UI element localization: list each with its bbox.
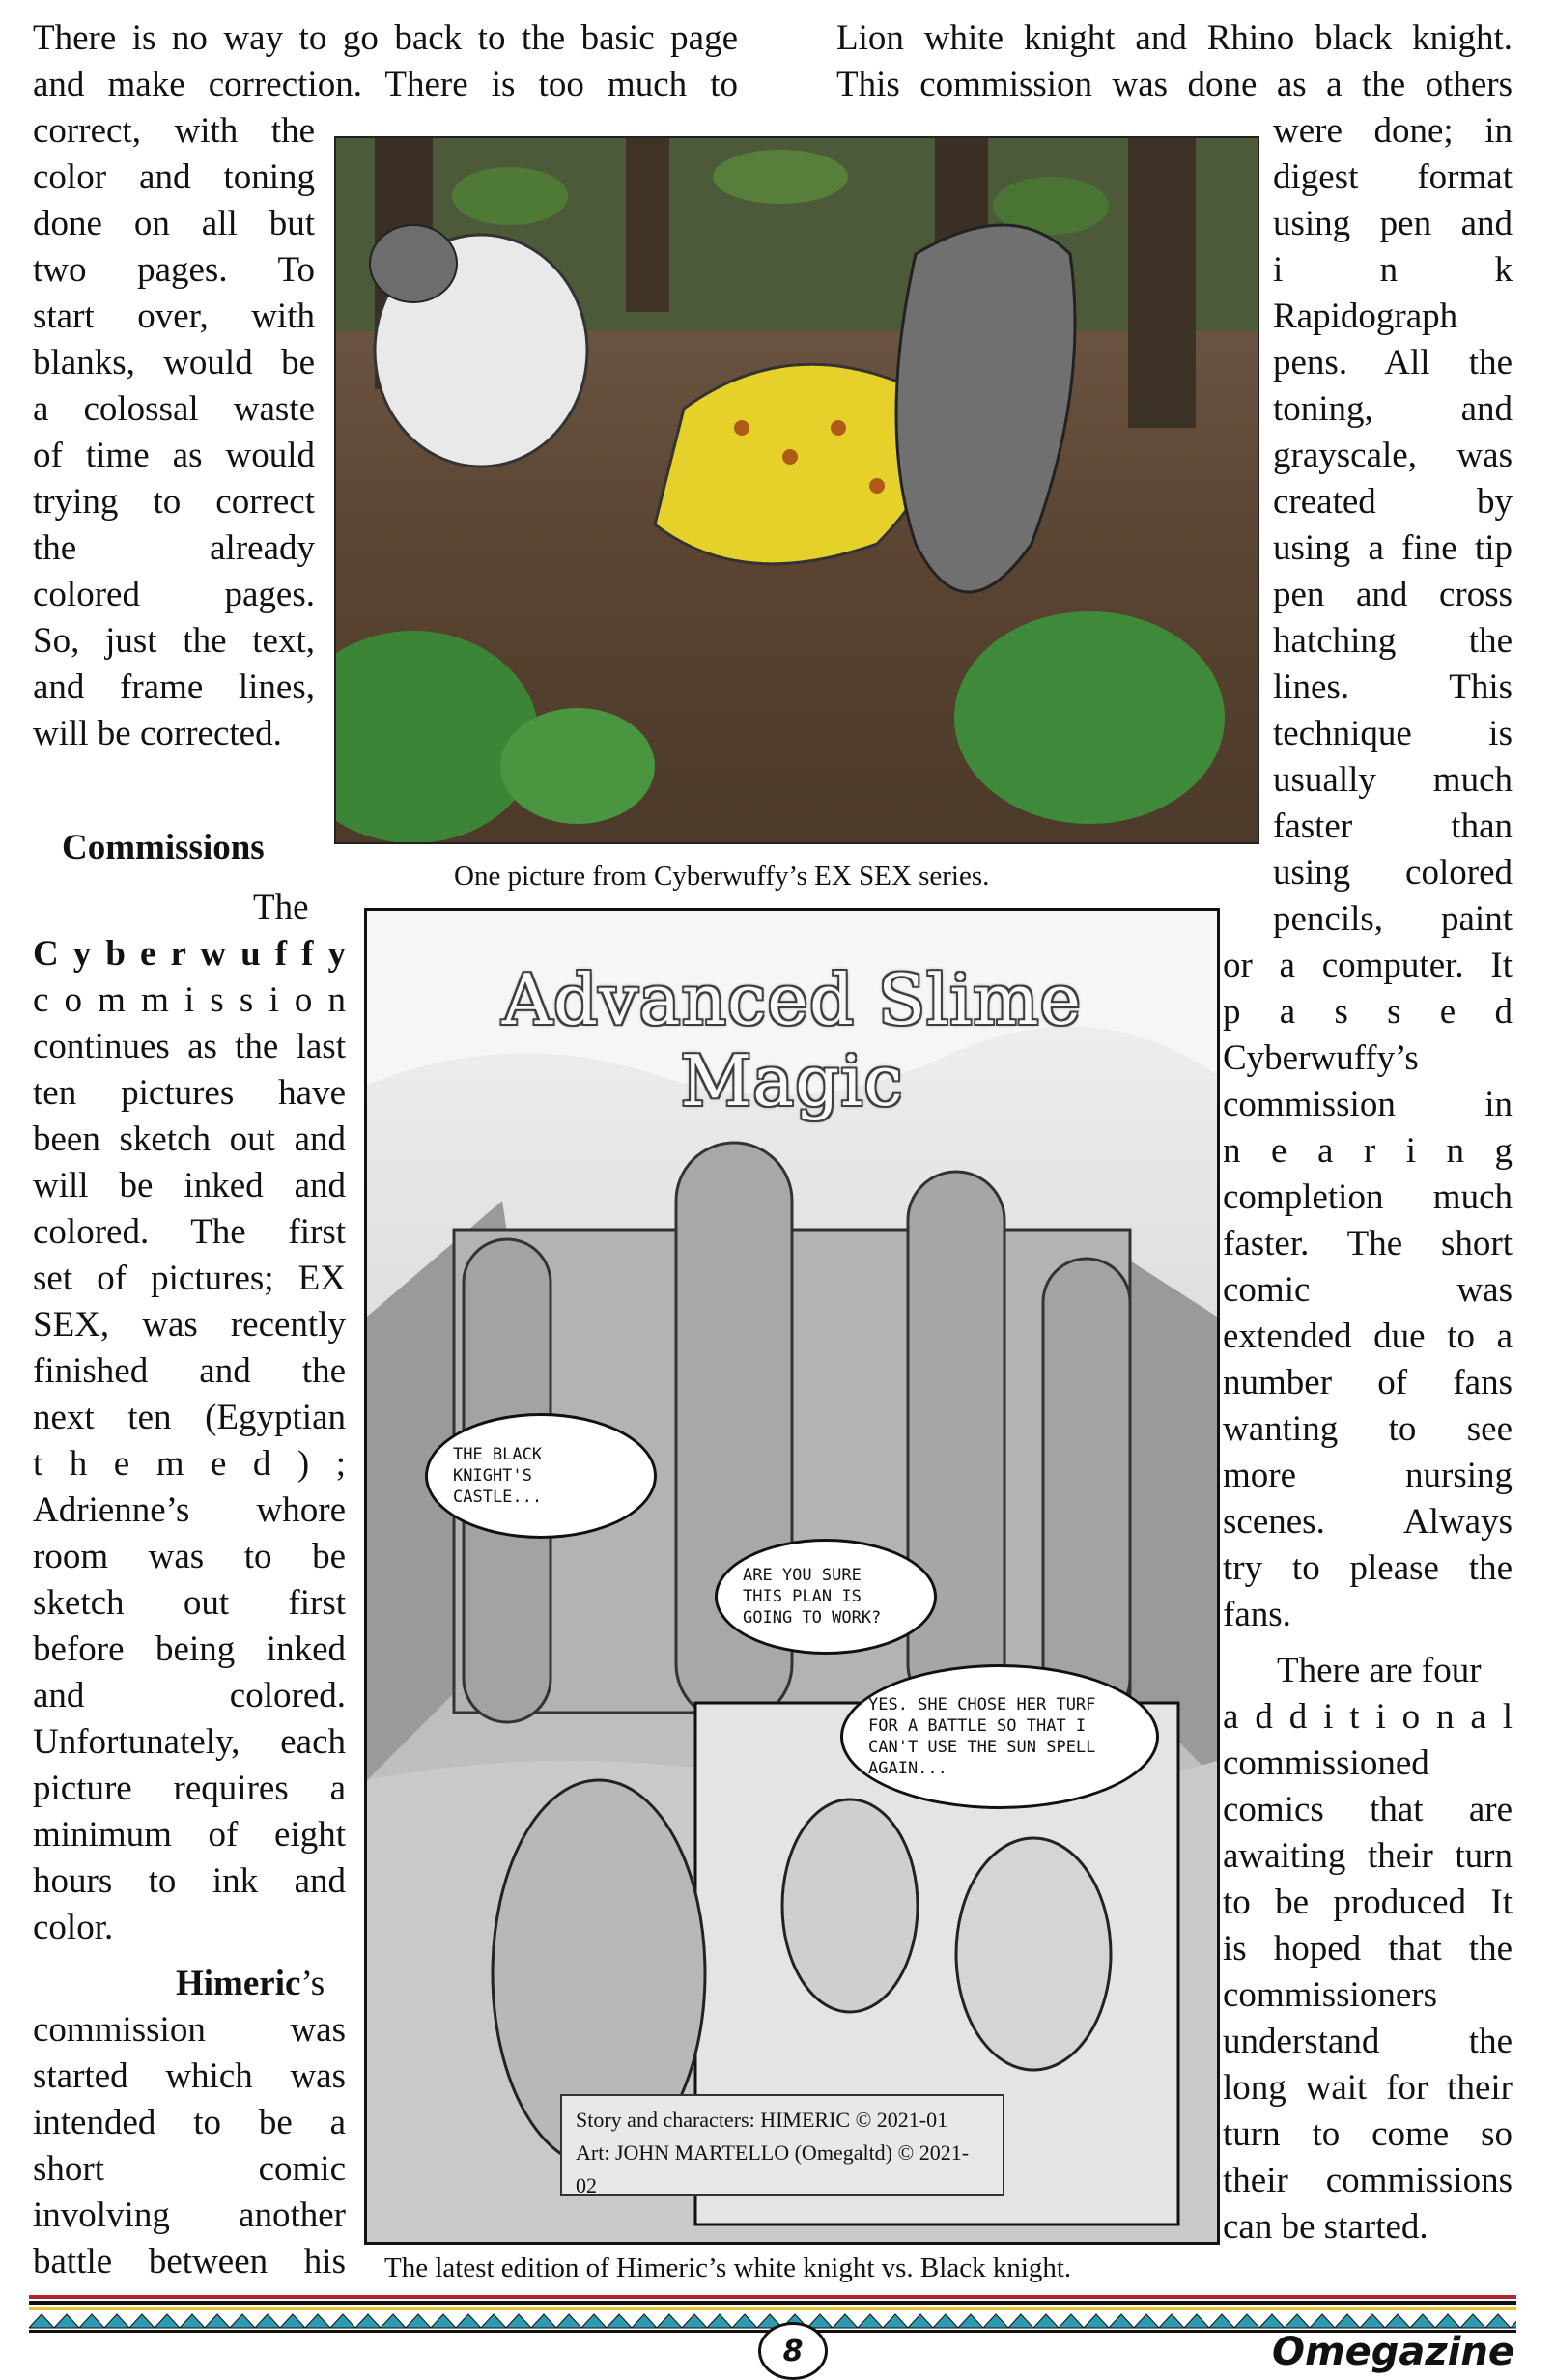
text-line: their commissions [1223, 2161, 1513, 2200]
text-line: trying to correct [33, 482, 315, 522]
border-triangle [1310, 2314, 1335, 2328]
text-line: and colored. [33, 1676, 346, 1715]
credit-story: Story and characters: HIMERIC © 2021-01 [576, 2108, 948, 2132]
text-line: correct, with the [33, 111, 315, 151]
text-line: a colossal waste [33, 389, 315, 429]
text-line: to be produced It [1223, 1883, 1513, 1922]
text-line: extended due to a [1223, 1317, 1513, 1356]
border-triangle [280, 2314, 305, 2328]
text-line: ten pictures have [33, 1073, 346, 1113]
himeric-lead [33, 1961, 346, 2007]
speech-bubble-turf: YES. SHE CHOSE HER TURF FOR A BATTLE SO THAT I CAN'T USE THE SUN SPELL AGAIN... [840, 1664, 1159, 1809]
text-line: turn to come so [1223, 2114, 1513, 2154]
text-line: commission was [33, 2010, 346, 2050]
comic-credits [560, 2094, 1004, 2196]
text-line: and make correction. There is too much to [33, 65, 738, 104]
cyberwuffy-name: C y b e r w u f f y [33, 934, 346, 974]
caption-top: One picture from Cyberwuffy’s EX SEX series. [454, 861, 990, 892]
text-line: picture requires a [33, 1769, 346, 1808]
border-triangle [456, 2314, 481, 2328]
border-triangle [1435, 2314, 1460, 2328]
text-line: intended to be a [33, 2103, 346, 2142]
border-triangle [54, 2314, 79, 2328]
caption-bottom: The latest edition of Himeric’s white knight vs. Black knight. [384, 2252, 1072, 2283]
text-line: Lion white knight and Rhino black knight. [836, 18, 1513, 58]
additional-commissions-paragraph [1223, 1648, 1513, 2251]
text-line: set of pictures; EX [33, 1259, 346, 1298]
border-triangle [29, 2314, 54, 2328]
border-triangle [581, 2314, 607, 2328]
comic-page-image [364, 908, 1220, 2245]
right-column-middle [1223, 896, 1513, 1638]
text-line: Cyberwuffy’s [1223, 1038, 1419, 1078]
border-triangle [1410, 2314, 1435, 2328]
text-line: faster. The short [1223, 1224, 1513, 1263]
ex-sex-illustration [334, 136, 1259, 844]
commissions-heading: Commissions [62, 828, 265, 867]
text-line: colored. The first [33, 1212, 346, 1252]
border-triangle [1033, 2314, 1059, 2328]
border-triangle [431, 2314, 456, 2328]
border-triangle [180, 2314, 205, 2328]
border-triangle [1259, 2314, 1285, 2328]
speech-bubble-plan: ARE YOU SURE THIS PLAN IS GOING TO WORK? [715, 1539, 937, 1655]
magazine-brand: Omegazine [1271, 2330, 1514, 2374]
text-line: more nursing [1223, 1456, 1513, 1495]
text-line: commissioned [1223, 1743, 1429, 1783]
text-line: hatching the [1273, 621, 1513, 661]
text-line: i n k [1273, 250, 1513, 290]
text-line: commissioners [1223, 1975, 1437, 2015]
text-line: of time as would [33, 436, 315, 475]
border-triangle [908, 2314, 933, 2328]
border-triangle [1335, 2314, 1360, 2328]
text-line: continues as the last [33, 1027, 346, 1066]
text-line: color and toning [33, 157, 315, 197]
text-line: short comic [33, 2149, 346, 2189]
text-line: wanting to see [1223, 1409, 1513, 1449]
text-line: So, just the text, [33, 621, 315, 661]
himeric-name: Himeric [176, 1964, 301, 2003]
border-triangle [1084, 2314, 1109, 2328]
text-line: or a computer. It [1223, 946, 1513, 985]
text-line: been sketch out and [33, 1119, 346, 1159]
border-triangle [305, 2314, 330, 2328]
text-line: using colored [1273, 853, 1513, 892]
text-line: SEX, was recently [33, 1305, 346, 1345]
border-triangle [682, 2314, 707, 2328]
border-triangle [230, 2314, 255, 2328]
border-triangle [1059, 2314, 1084, 2328]
border-triangle [255, 2314, 280, 2328]
border-triangle [933, 2314, 958, 2328]
border-triangle [506, 2314, 531, 2328]
page-number: 8 [758, 2322, 828, 2380]
border-triangle [833, 2314, 858, 2328]
text-line: There are four [1277, 1651, 1482, 1690]
right-intro-lines [836, 15, 1513, 108]
text-line: comics that are [1223, 1790, 1513, 1829]
text-line: done on all but [33, 204, 315, 243]
text-line: room was to be [33, 1537, 346, 1576]
text-line: n e a r i n g [1223, 1131, 1513, 1171]
text-line: Rapidograph [1273, 297, 1458, 336]
border-triangle [79, 2314, 104, 2328]
text-line: long wait for their [1223, 2068, 1513, 2108]
border-triangle [883, 2314, 908, 2328]
text-line: start over, with [33, 297, 315, 336]
border-triangle [406, 2314, 431, 2328]
text-line: awaiting their turn [1223, 1836, 1513, 1876]
text-line: usually much [1273, 760, 1513, 800]
border-triangle [1184, 2314, 1209, 2328]
comic-title: Advanced Slime Magic [501, 959, 1083, 1121]
text-line: faster than [1273, 807, 1513, 846]
himeric-suffix: ’s [300, 1964, 325, 2003]
text-line: minimum of eight [33, 1815, 346, 1855]
text-line: colored pages. [33, 575, 315, 614]
border-triangle [556, 2314, 581, 2328]
text-line: pencils, paint [1273, 899, 1513, 939]
border-triangle [1109, 2314, 1134, 2328]
border-triangle [1360, 2314, 1385, 2328]
border-triangle [155, 2314, 180, 2328]
text-line: understand the [1223, 2022, 1513, 2061]
text-line: will be inked and [33, 1166, 346, 1205]
text-line: comic was [1223, 1270, 1513, 1310]
text-line: using a fine tip [1273, 528, 1513, 568]
speech-bubble-castle: THE BLACK KNIGHT'S CASTLE... [425, 1413, 657, 1539]
border-triangle [531, 2314, 556, 2328]
text-line: sketch out first [33, 1583, 346, 1623]
border-triangle [1209, 2314, 1234, 2328]
border-triangle [1134, 2314, 1159, 2328]
border-triangle [958, 2314, 983, 2328]
text-line: fans. [1223, 1595, 1291, 1634]
text-line: were done; in [1273, 111, 1513, 151]
himeric-paragraph [33, 1961, 346, 2285]
border-triangle [330, 2314, 355, 2328]
text-line: toning, and [1273, 389, 1513, 429]
border-triangle [1159, 2314, 1184, 2328]
border-triangle [205, 2314, 230, 2328]
text-line: completion much [1223, 1177, 1513, 1217]
forest-scene-art [336, 138, 1258, 842]
text-line: pens. All the [1273, 343, 1513, 382]
text-line: a d d i t i o n a l [1223, 1697, 1513, 1737]
border-triangle [1485, 2314, 1511, 2328]
text-line: blanks, would be [33, 343, 315, 382]
text-line: The [253, 888, 309, 927]
intro-paragraph [33, 15, 738, 108]
cyberwuffy-paragraph [33, 885, 346, 1951]
text-line: and frame lines, [33, 667, 315, 707]
text-line: next ten (Egyptian [33, 1398, 346, 1437]
border-triangle [104, 2314, 129, 2328]
text-line: number of fans [1223, 1363, 1513, 1402]
text-line: Unfortunately, each [33, 1722, 346, 1762]
border-triangle [1285, 2314, 1310, 2328]
text-line: There is no way to go back to the basic page [33, 18, 738, 58]
border-triangle [657, 2314, 682, 2328]
border-triangle [1460, 2314, 1485, 2328]
text-line: before being inked [33, 1629, 346, 1669]
text-line: technique is [1273, 714, 1513, 753]
text-line: hours to ink and [33, 1861, 346, 1901]
border-triangle [983, 2314, 1008, 2328]
text-line: Adrienne’s whore [33, 1490, 346, 1530]
text-line: grayscale, was [1273, 436, 1513, 475]
text-line: can be started. [1223, 2207, 1428, 2247]
intro-paragraph-column [33, 108, 315, 757]
text-line: using pen and [1273, 204, 1513, 243]
text-line: finished and the [33, 1351, 346, 1391]
border-triangle [632, 2314, 657, 2328]
text-line: will be corrected. [33, 714, 282, 753]
text-line: two pages. To [33, 250, 315, 290]
text-line: p a s s e d [1223, 992, 1513, 1032]
border-triangle [732, 2314, 757, 2328]
text-line: the already [33, 528, 315, 568]
text-line: lines. This [1273, 667, 1513, 707]
border-triangle [1511, 2314, 1516, 2328]
text-line: created by [1273, 482, 1513, 522]
text-line: try to please the [1223, 1548, 1513, 1588]
text-line: scenes. Always [1223, 1502, 1513, 1542]
text-line: commission in [1223, 1085, 1513, 1124]
border-triangle [355, 2314, 381, 2328]
border-triangle [481, 2314, 506, 2328]
text-line: started which was [33, 2056, 346, 2096]
border-triangle [607, 2314, 632, 2328]
border-triangle [707, 2314, 732, 2328]
border-triangle [1234, 2314, 1259, 2328]
text-line: involving another [33, 2196, 346, 2235]
border-triangle [858, 2314, 883, 2328]
text-line: c o m m i s s i o n [33, 980, 346, 1020]
text-line: digest format [1273, 157, 1513, 197]
credit-art: Art: JOHN MARTELLO (Omegaltd) © 2021-02 [576, 2140, 970, 2197]
text-line: t h e m e d ) ; [33, 1444, 346, 1484]
text-line: This commission was done as a the others [836, 65, 1513, 104]
text-line: pen and cross [1273, 575, 1513, 614]
text-line: battle between his [33, 2242, 346, 2281]
border-triangle [381, 2314, 406, 2328]
text-line: is hoped that the [1223, 1929, 1513, 1969]
border-triangle [129, 2314, 155, 2328]
right-column-upper [1273, 108, 1513, 896]
border-triangle [1385, 2314, 1410, 2328]
border-triangle [1008, 2314, 1033, 2328]
text-line: color. [33, 1908, 114, 1947]
